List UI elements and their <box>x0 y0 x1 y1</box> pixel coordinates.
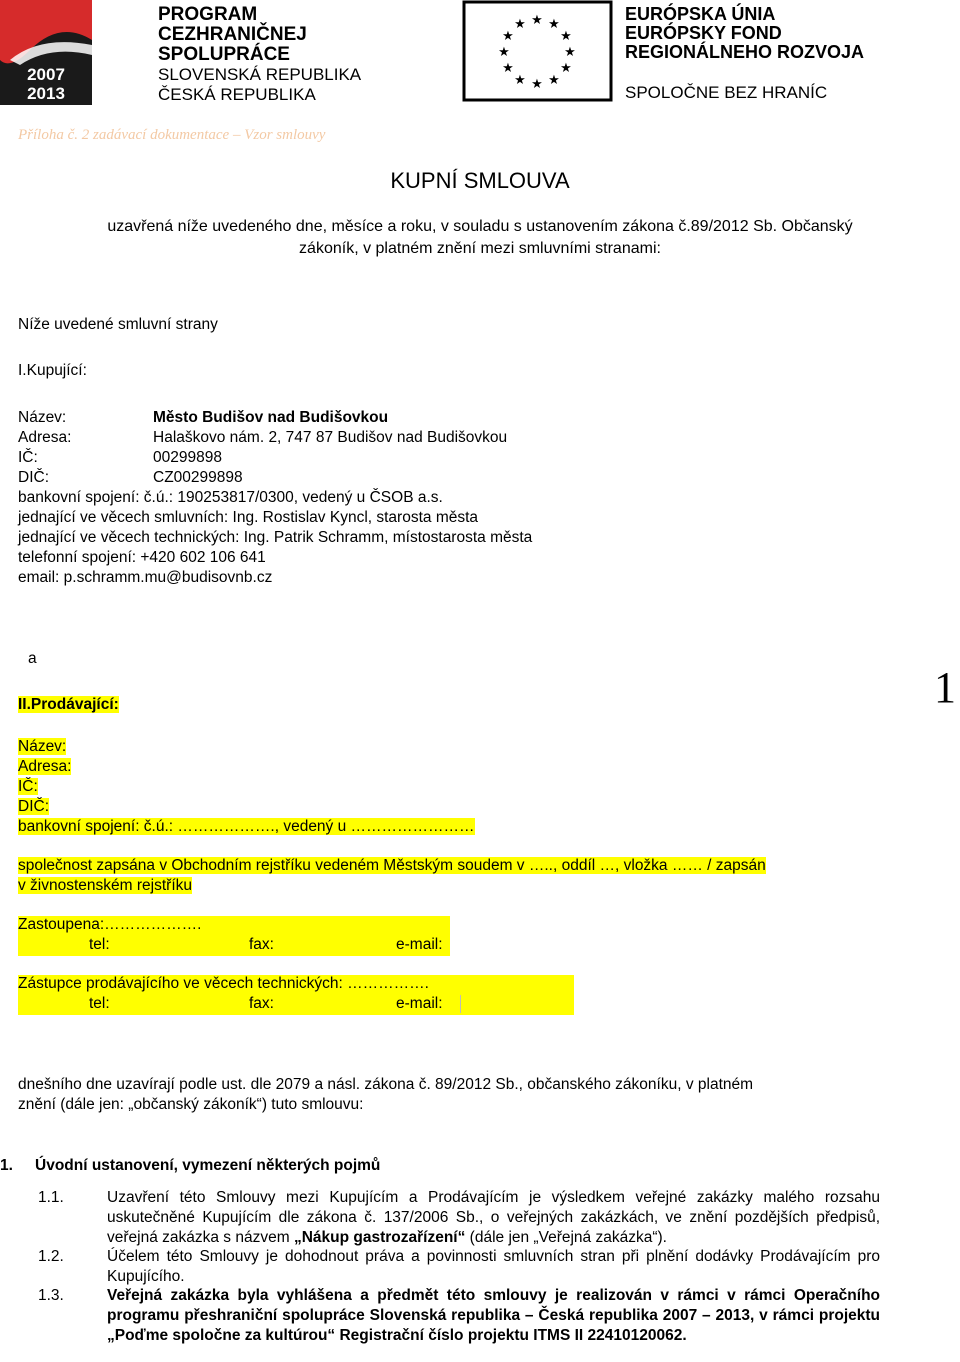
buyer-heading: I.Kupující: <box>18 362 87 379</box>
intro-line-2: zákoník, v platném znění mezi smluvními stranami: <box>299 240 661 257</box>
seller-fax-label-2: fax: <box>249 995 274 1012</box>
buyer-name-label: Název: <box>18 409 67 426</box>
seller-registry-1: společnost zapsána v Obchodním rejstříku vedeném Městským soudem v ….., oddíl …, vložka …… / zapsán <box>18 857 766 874</box>
item-1-1-text-b: (dále jen „Veřejná zakázka“). <box>465 1229 667 1246</box>
svg-text:★: ★ <box>502 29 514 44</box>
svg-text:★: ★ <box>548 73 560 88</box>
seller-dic-label: DIČ: <box>18 798 49 815</box>
buyer-contract-rep: jednající ve věcech smluvních: Ing. Rostislav Kyncl, starosta města <box>18 509 479 526</box>
buyer-phone: telefonní spojení: +420 602 106 641 <box>18 549 266 566</box>
intro-paragraph <box>40 216 920 260</box>
logo-country-1: SLOVENSKÁ REPUBLIKA <box>158 65 362 84</box>
eu-line-1: EURÓPSKA ÚNIA <box>625 4 776 24</box>
and-word: a <box>28 650 37 667</box>
svg-text:★: ★ <box>564 45 576 60</box>
buyer-email: email: p.schramm.mu@budisovnb.cz <box>18 569 273 586</box>
item-1-1-text <box>107 1188 880 1248</box>
section-1-heading: Úvodní ustanovení, vymezení některých pojmů <box>35 1157 381 1174</box>
seller-ic-label: IČ: <box>18 778 38 795</box>
item-1-1-text-a: Uzavření této Smlouvy mezi Kupujícím a Prodávajícím je výsledkem veřejné zakázky malého rozsahu uskutečněné Kupujícím dle zákona č. 137/2006 Sb., o veřejných zakázkách, ve znění pozdějších předpisů, veřejná zakázka s názvem <box>107 1189 880 1246</box>
buyer-name: Město Budišov nad Budišovkou <box>153 409 389 426</box>
page-number: 1 <box>934 663 956 712</box>
seller-tech-rep: Zástupce prodávajícího ve věcech technických: ……………. <box>18 975 429 992</box>
closing-paragraph <box>18 1075 753 1115</box>
item-1-3-number: 1.3. <box>38 1287 64 1304</box>
buyer-ic-label: IČ: <box>18 449 38 466</box>
svg-text:★: ★ <box>548 17 560 32</box>
item-1-3-text: Veřejná zakázka byla vyhlášena a předmět této smlouvy je realizován v rámci v rámci Operačního programu přeshraniční spolupráce Slovenská republika – Česká republika 2007 – 2013, v rámci projektu „Poďme spoločne za kultúrou“ Registrační číslo projektu ITMS II 22410120062. <box>107 1287 880 1344</box>
svg-text:★: ★ <box>514 73 526 88</box>
seller-name-label: Název: <box>18 738 67 755</box>
logo-country-2: ČESKÁ REPUBLIKA <box>158 85 316 104</box>
seller-bank: bankovní spojení: č.ú.: ………………., vedený u …………………… <box>18 818 475 835</box>
seller-tech-block <box>18 975 574 1015</box>
logo-program-line-1: PROGRAM <box>158 4 258 25</box>
seller-tel-label-2: tel: <box>89 995 110 1012</box>
buyer-dic-label: DIČ: <box>18 469 49 486</box>
logo-year-end: 2013 <box>27 84 65 103</box>
buyer-tech-rep: jednající ve věcech technických: Ing. Patrik Schramm, místostarosta města <box>18 529 533 546</box>
logo-program-line-2: CEZHRANIČNEJ <box>158 24 307 45</box>
seller-represented: Zastoupena:………………. <box>18 916 202 933</box>
buyer-dic: CZ00299898 <box>153 469 243 486</box>
logo-year-start: 2007 <box>27 65 65 84</box>
item-1-1-text-bold: „Nákup gastrozařízení“ <box>293 1229 466 1246</box>
svg-text:★: ★ <box>514 17 526 32</box>
buyer-ic: 00299898 <box>153 449 222 466</box>
svg-text:★: ★ <box>531 13 543 28</box>
item-1-2-number: 1.2. <box>38 1248 64 1265</box>
section-1-number: 1. <box>0 1157 13 1174</box>
eu-logo <box>462 0 960 105</box>
svg-text:★: ★ <box>498 45 510 60</box>
svg-text:★: ★ <box>502 61 514 76</box>
eu-line-2: EURÓPSKY FOND <box>625 23 782 43</box>
svg-text:★: ★ <box>560 29 572 44</box>
annex-label: Příloha č. 2 zadávací dokumentace – Vzor smlouvy <box>18 127 326 143</box>
seller-represented-block <box>18 916 450 956</box>
parties-intro: Níže uvedené smluvní strany <box>18 316 218 333</box>
item-1-1-number: 1.1. <box>38 1189 64 1206</box>
svg-text:★: ★ <box>560 61 572 76</box>
item-1-2-text: Účelem této Smlouvy je dohodnout práva a povinnosti smluvních stran při plnění dodávky Prodávajícím pro Kupujícího. <box>107 1248 880 1285</box>
seller-address-label: Adresa: <box>18 758 72 775</box>
seller-tel-label: tel: <box>89 936 110 953</box>
buyer-bank: bankovní spojení: č.ú.: 190253817/0300, vedený u ČSOB a.s. <box>18 489 443 506</box>
svg-text:★: ★ <box>531 77 543 92</box>
seller-email-label: e-mail: <box>396 936 443 953</box>
intro-line-1: uzavřená níže uvedeného dne, měsíce a roku, v souladu s ustanovením zákona č.89/2012 Sb. Občanský <box>107 218 853 235</box>
eu-slogan: SPOLOČNE BEZ HRANÍC <box>625 83 828 102</box>
buyer-address-label: Adresa: <box>18 429 72 446</box>
program-logo <box>0 0 440 105</box>
text-cursor-marker <box>460 995 461 1013</box>
buyer-address: Halaškovo nám. 2, 747 87 Budišov nad Budišovkou <box>153 429 508 446</box>
seller-fax-label: fax: <box>249 936 274 953</box>
seller-heading: II.Prodávající: <box>18 696 119 713</box>
seller-email-label-2: e-mail: <box>396 995 443 1012</box>
closing-line-2: znění (dále jen: „občanský zákoník“) tuto smlouvu: <box>18 1096 364 1113</box>
seller-registry-2: v živnostenském rejstříku <box>18 877 192 894</box>
document-title: KUPNÍ SMLOUVA <box>390 168 570 193</box>
eu-line-3: REGIONÁLNEHO ROZVOJA <box>625 42 865 62</box>
closing-line-1: dnešního dne uzavírají podle ust. dle 2079 a násl. zákona č. 89/2012 Sb., občanského zákoníku, v platném <box>18 1076 754 1093</box>
logo-program-line-3: SPOLUPRÁCE <box>158 44 290 65</box>
